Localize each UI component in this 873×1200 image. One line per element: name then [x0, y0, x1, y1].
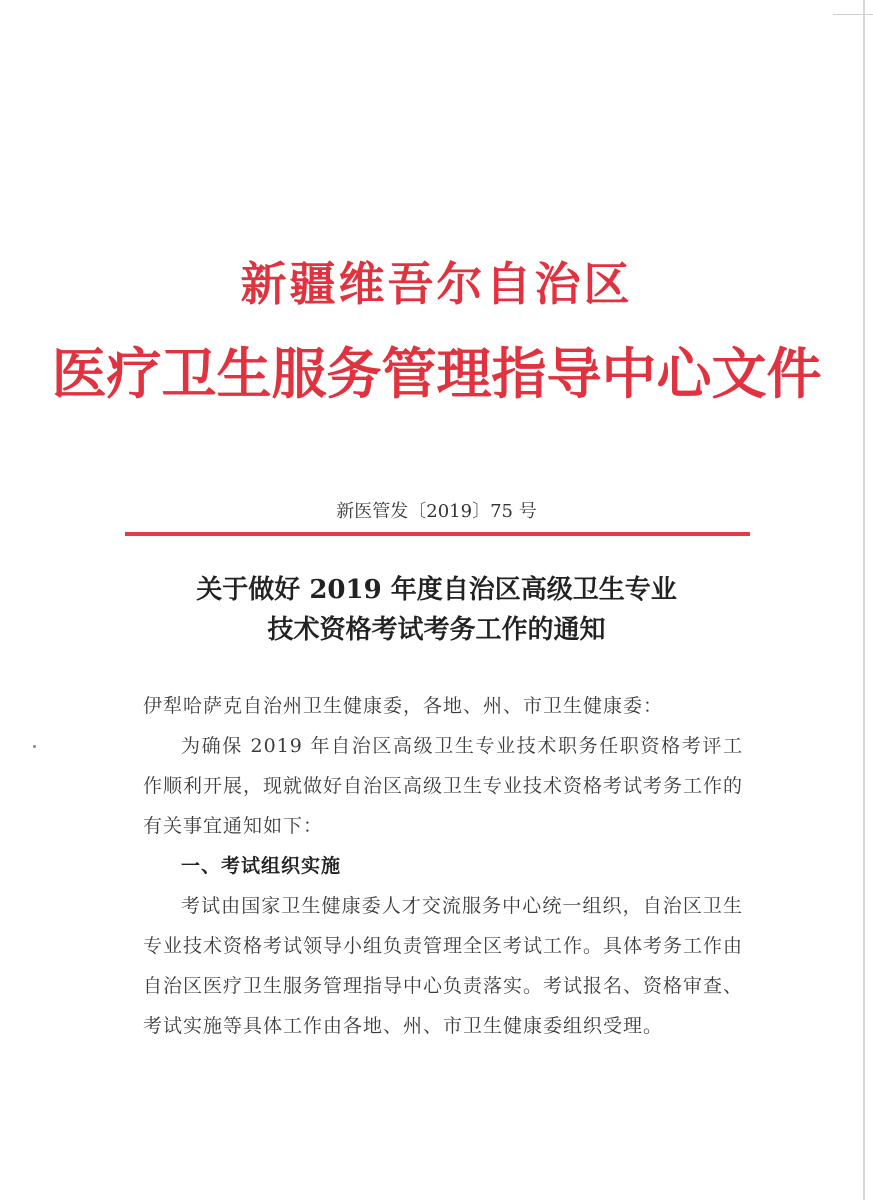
red-separator-line — [125, 532, 750, 536]
intro-paragraph: 为确保 2019 年自治区高级卫生专业技术职务任职资格考评工作顺利开展，现就做好自治区高级卫生专业技术资格考试考务工作的有关事宜通知如下： — [143, 735, 744, 837]
document-title — [0, 570, 873, 650]
document-body — [143, 686, 743, 1046]
document-title-line2: 技术资格考试考务工作的通知 — [267, 615, 606, 645]
scan-edge — [833, 14, 873, 15]
document-number: 新医管发〔2019〕75 号 — [336, 501, 537, 522]
salutation: 伊犁哈萨克自治州卫生健康委，各地、州、市卫生健康委： — [143, 695, 664, 717]
document-title-line1: 关于做好 2019 年度自治区高级卫生专业 — [196, 575, 677, 605]
issuer-header-line1: 新疆维吾尔自治区 — [240, 257, 633, 311]
section-paragraph: 考试由国家卫生健康委人才交流服务中心统一组织，自治区卫生专业技术资格考试领导小组负责管理全区考试工作。具体考务工作由自治区医疗卫生服务管理指导中心负责落实。考试报名、资格审查、考试实施等具体工作由各地、州、市卫生健康委组织受理。 — [143, 895, 744, 1037]
scan-speck — [33, 745, 36, 748]
section-heading: 一、考试组织实施 — [181, 855, 342, 877]
issuer-header-line2: 医疗卫生服务管理指导中心文件 — [51, 341, 822, 406]
